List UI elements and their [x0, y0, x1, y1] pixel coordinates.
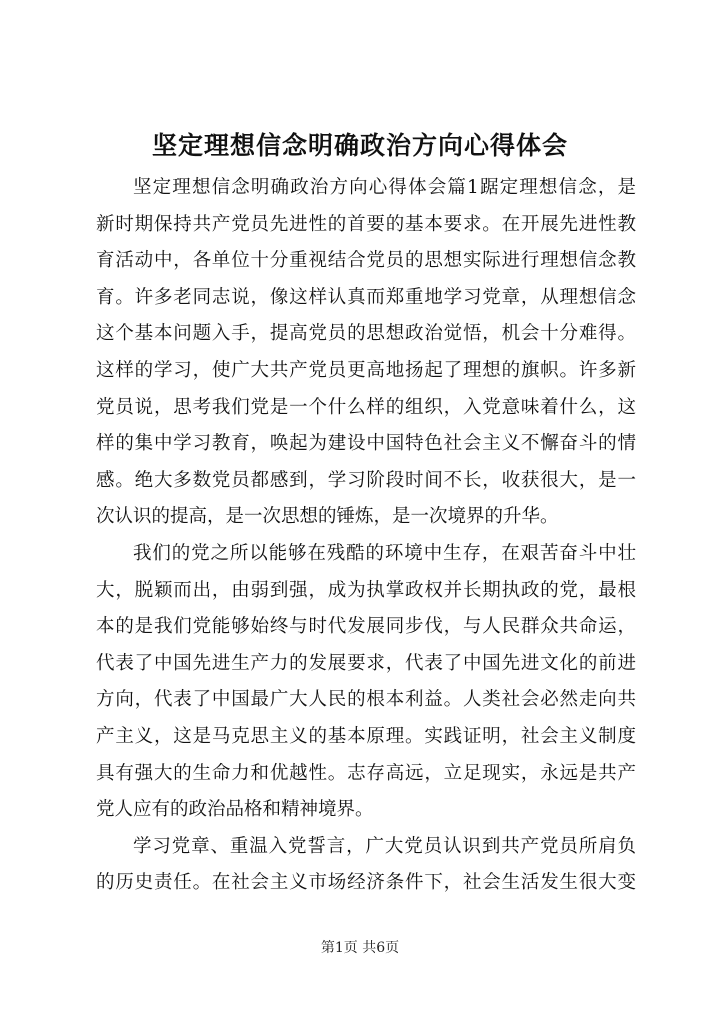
document-title: 坚定理想信念明确政治方向心得体会 [151, 131, 568, 160]
text-line: 具有强大的生命力和优越性。志存高远，立足现实，永远是共产 [96, 762, 636, 784]
text-line: 这样的学习，使广大共产党员更高地扬起了理想的旗帜。许多新 [96, 359, 636, 381]
paragraph-3 [96, 829, 636, 902]
text-line: 样的集中学习教育，唤起为建设中国特色社会主义不懈奋斗的情 [96, 433, 636, 455]
text-line: 党人应有的政治品格和精神境界。 [96, 799, 374, 821]
text-line: 代表了中国先进生产力的发展要求，代表了中国先进文化的前进 [96, 652, 636, 674]
page-number-footer: 第1页 共6页 [320, 940, 400, 956]
text-line: 大，脱颖而出，由弱到强，成为执掌政权并长期执政的党，最根 [96, 579, 636, 601]
paragraph-1 [96, 170, 636, 536]
text-line: 感。绝大多数党员都感到，学习阶段时间不长，收获很大，是一 [96, 469, 636, 491]
document-body [96, 170, 636, 902]
text-line: 产主义，这是马克思主义的基本原理。实践证明，社会主义制度 [96, 725, 636, 747]
text-line: 次认识的提高，是一次思想的锤炼，是一次境界的升华。 [96, 506, 559, 528]
paragraph-2 [96, 536, 636, 829]
text-line: 育。许多老同志说，像这样认真而郑重地学习党章，从理想信念 [96, 286, 636, 308]
text-line: 学习党章、重温入党誓言，广大党员认识到共产党员所肩负 [133, 835, 636, 857]
text-line: 新时期保持共产党员先进性的首要的基本要求。在开展先进性教 [96, 213, 636, 235]
text-line: 坚定理想信念明确政治方向心得体会篇1踞定理想信念，是 [133, 177, 636, 198]
text-line: 本的是我们党能够始终与时代发展同步伐，与人民群众共命运， [96, 616, 636, 638]
text-line: 这个基本问题入手，提高党员的思想政治觉悟，机会十分难得。 [96, 323, 636, 345]
text-line: 的历史责任。在社会主义市场经济条件下，社会生活发生很大变 [96, 872, 636, 894]
text-line: 我们的党之所以能够在残酷的环境中生存，在艰苦奋斗中壮 [133, 542, 636, 564]
text-line: 育活动中，各单位十分重视结合党员的思想实际进行理想信念教 [96, 250, 636, 272]
text-line: 方向，代表了中国最广大人民的根本利益。人类社会必然走向共 [96, 689, 636, 711]
text-line: 党员说，思考我们党是一个什么样的组织，入党意味着什么，这 [96, 396, 636, 418]
